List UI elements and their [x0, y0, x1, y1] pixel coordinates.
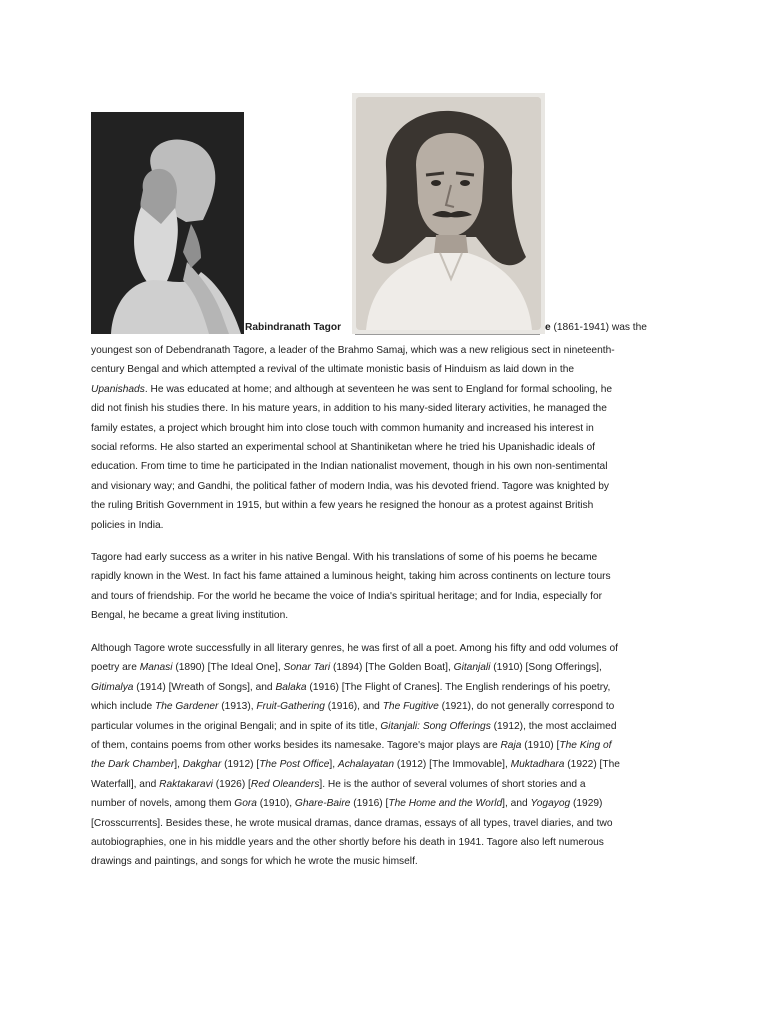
paragraph-line: Waterfall], and Raktakaravi (1926) [Red Oleanders]. He is the author of several volumes of short stories and a	[91, 778, 586, 790]
paragraph-line: Gitimalya (1914) [Wreath of Songs], and Balaka (1916) [The Flight of Cranes]. The English renderings of his poetry,	[91, 681, 611, 693]
portrait-elderly-tagore	[91, 112, 244, 334]
paragraph-line: the Dark Chamber], Dakghar (1912) [The Post Office], Achalayatan (1912) [The Immovable], Muktadhara (1922) [The	[91, 759, 620, 771]
paragraph-line-rest: . He was educated at home; and although at seventeen he was sent to England for formal schooling, he	[144, 383, 613, 395]
caption-image-placeholder	[355, 333, 540, 335]
caption-tail	[545, 322, 647, 333]
paragraph-line	[91, 380, 681, 399]
paragraph-works	[91, 639, 681, 872]
caption-name: Rabindranath Tagor	[245, 322, 342, 333]
caption-tail-bold: e	[545, 322, 551, 333]
paragraph-line: particular volumes in the original Bengali; and in spite of its title, Gitanjali: Song Offerings (1912), the most acclaimed	[91, 720, 617, 732]
caption-tail-rest: (1861-1941) was the	[550, 322, 647, 333]
portrait-young-tagore	[352, 93, 545, 334]
paragraph-line: Bengal, he became a great living institution.	[91, 610, 289, 622]
portrait-young-image	[356, 97, 541, 330]
paragraph-line: autobiographies, one in his middle years and the other shortly before his death in 1941. Tagore also left numerous	[91, 837, 604, 849]
paragraph-line: drawings and paintings, and songs for which he wrote the music himself.	[91, 856, 418, 868]
italic-term: Upanishads	[91, 383, 145, 395]
paragraph-line: Although Tagore wrote successfully in all literary genres, he was first of all a poet. Among his fifty and odd volumes of	[91, 643, 619, 654]
paragraph-line: century Bengal and which attempted a revival of the ultimate monistic basis of Hinduism as laid down in the	[91, 364, 575, 376]
paragraph-line: [Crosscurrents]. Besides these, he wrote musical dramas, dance dramas, essays of all types, travel diaries, and two	[91, 817, 613, 829]
portrait-elderly-image	[91, 112, 244, 334]
paragraph-line: which include The Gardener (1913), Fruit-Gathering (1916), and The Fugitive (1921), do not generally correspond to	[91, 701, 615, 713]
paragraph-line: family estates, a project which brought him into close touch with common humanity and increased his interest in	[91, 422, 594, 434]
paragraph-line: policies in India.	[91, 519, 164, 531]
paragraph-line: rapidly known in the West. In fact his fame attained a luminous height, taking him across continents on lecture tours	[91, 571, 611, 583]
paragraph-early-success	[91, 548, 681, 626]
paragraph-line: and tours of friendship. For the world he became the voice of India's spiritual heritage; and for India, especially for	[91, 590, 603, 602]
paragraph-line: poetry are Manasi (1890) [The Ideal One], Sonar Tari (1894) [The Golden Boat], Gitanjali (1910) [Song Offerings],	[91, 662, 602, 674]
portrait-young-frame	[356, 97, 541, 330]
paragraph-line: education. From time to time he participated in the Indian nationalist movement, though in his own non-sentimental	[91, 461, 608, 473]
paragraph-biography	[91, 341, 681, 535]
paragraph-line: and visionary way; and Gandhi, the political father of modern India, was his devoted friend. Tagore was knighted by	[91, 480, 609, 492]
paragraph-line: social reforms. He also started an experimental school at Shantiniketan where he tried his Upanishadic ideals of	[91, 442, 595, 454]
paragraph-line: number of novels, among them Gora (1910), Ghare-Baire (1916) [The Home and the World], and Yogayog (1929)	[91, 798, 603, 810]
paragraph-line: of them, contains poems from other works besides its namesake. Tagore's major plays are Raja (1910) [The King of	[91, 740, 612, 752]
paragraph-line: Tagore had early success as a writer in his native Bengal. With his translations of some of his poems he became	[91, 552, 598, 563]
paragraph-line: did not finish his studies there. In his mature years, in addition to his many-sided literary activities, he managed the	[91, 403, 607, 415]
paragraph-line: the ruling British Government in 1915, but within a few years he resigned the honour as a protest against British	[91, 500, 594, 512]
paragraph-line: youngest son of Debendranath Tagore, a leader of the Brahmo Samaj, which was a new religious sect in nineteenth-	[91, 345, 615, 356]
